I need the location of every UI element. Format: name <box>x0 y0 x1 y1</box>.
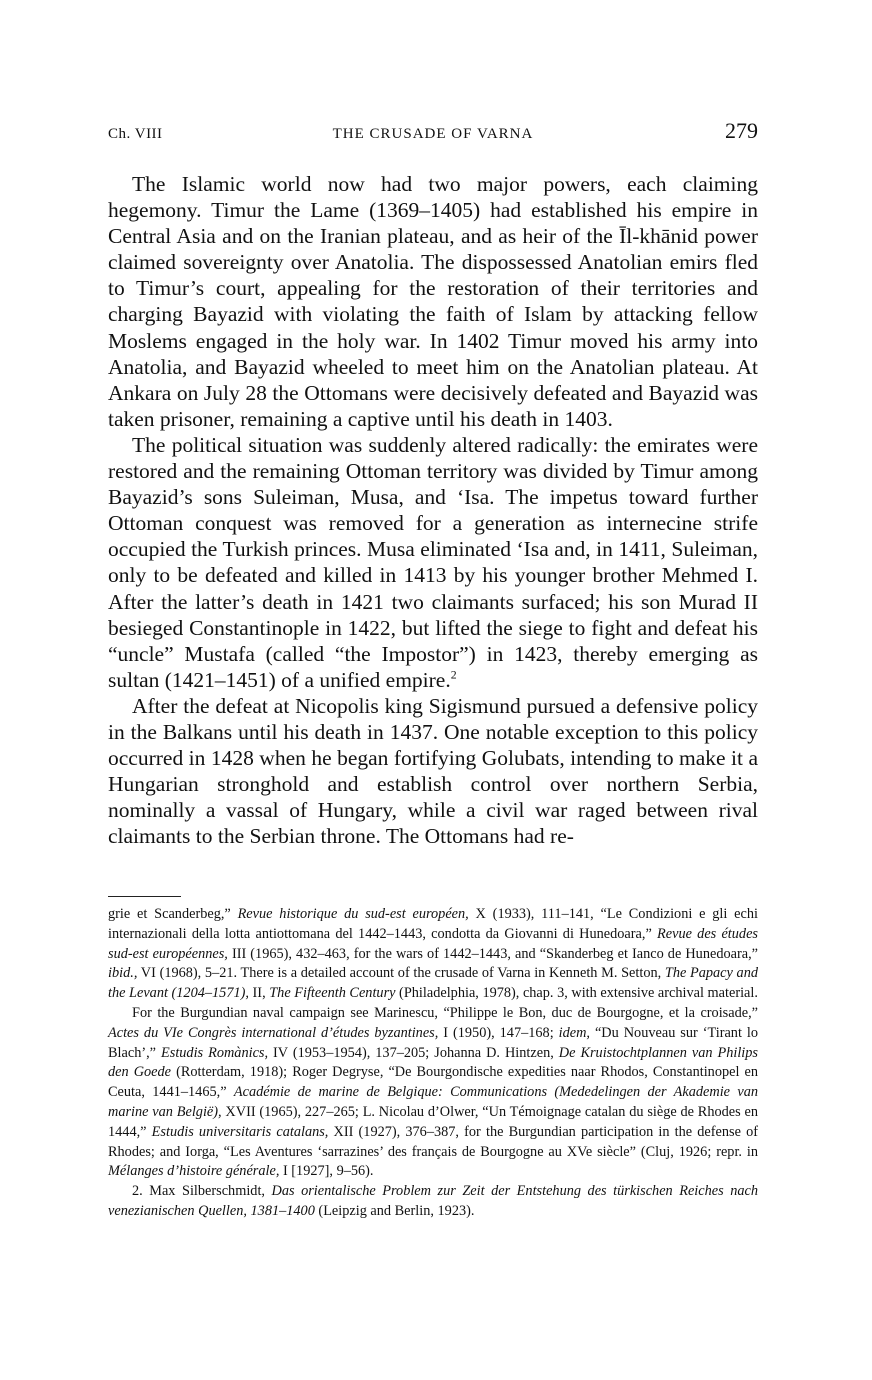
chapter-label: Ch. VIII <box>108 126 163 142</box>
footnote-run: The Fifteenth Century <box>269 985 396 1002</box>
footnote-run: III (1965), 432–463, for the wars of 1442–1443, and “Skanderbeg et Ianco de Hunedoara,” <box>227 945 758 962</box>
paragraph-2 <box>108 432 758 693</box>
footnote-run: II, <box>248 985 270 1002</box>
footnote-run: VI (1968), 5–21. There is a detailed account of the crusade of Varna in Kenneth M. Setton, <box>137 965 665 982</box>
footnote-run: XII (1927), 376–387, for the Burgundian participation in the defense of Rhodes; and Iorga, “Les Aventures ‘sarrazines’ des français de Bourgogne au XVe siècle” (Cluj, 1926; repr. in <box>108 1123 758 1160</box>
running-header <box>108 118 758 148</box>
footnote-run: X (1933), 111–141, “Le Condizioni e gli echi internazionali della lotta antiottomana del 1442–1443, condotta da Giovanni di Hunedoara,” <box>108 906 758 942</box>
footnote-run: XVII (1965), 227–265; L. Nicolau d’Olwer, “Un Témoignage catalan du siège de Rhodes en 1444,” <box>108 1103 758 1140</box>
footnote-run: IV (1953–1954), 137–205; Johanna D. Hintzen, <box>268 1044 559 1061</box>
footnote-run: Revue historique du sud-est européen, <box>237 906 469 922</box>
footnote-ref-2: 2 <box>450 667 457 682</box>
running-title: THE CRUSADE OF VARNA <box>332 126 534 142</box>
footnote-run: I [1927], 9–56). <box>279 1163 374 1180</box>
footnote-run: Académie de marine de Belgique: Communications (Mededelingen der Akademie van marine van België), <box>108 1084 759 1120</box>
footnote-divider <box>108 896 181 897</box>
footnote-run: Actes du VIe Congrès international d’études byzantines, <box>108 1024 439 1041</box>
main-text <box>108 171 758 849</box>
footnote-continuation <box>108 905 758 1004</box>
footnote-run: ibid., <box>108 965 138 982</box>
footnote-run: The Papacy and the Levant (1204–1571), <box>108 965 758 1002</box>
footnote-burgundian <box>108 1004 758 1182</box>
footnote-run: idem, <box>558 1024 590 1041</box>
footnote-run: Estudis Romànics, <box>161 1044 269 1061</box>
page-number: 279 <box>725 118 758 143</box>
footnote-run: (Rotterdam, 1918); Roger Degryse, “De Bourgondische expedities naar Rhodos, Constantinopel en Ceuta, 1441–1465,” <box>108 1064 758 1101</box>
paragraph-1: The Islamic world now had two major powers, each claiming hegemony. Timur the Lame (1369–1405) had established his empire in Central Asia and on the Iranian plateau, and as heir of the Īl-khānid power claimed sovereignty over Anatolia. The dispossessed Anatolian emirs fled to Timur’s court, appealing for the restoration of their territories and charging Bayazid with violating the faith of Islam by attacking fellow Moslems engaged in the holy war. In 1402 Timur moved his army into Anatolia, and Bayazid wheeled to meet him on the Anatolian plateau. At Ankara on July 28 the Ottomans were decisively defeated and Bayazid was taken prisoner, remaining a captive until his death in 1403. <box>108 172 758 431</box>
paragraph-2-text: The political situation was suddenly altered radically: the emirates were restored and the remaining Ottoman territory was divided by Timur among Bayazid’s sons Suleiman, Musa, and ‘Isa. The impetus toward further Ottoman conquest was removed for a generation as internecine strife occupied the Turkish princes. Musa eliminated ‘Isa and, in 1411, Suleiman, only to be defeated and killed in 1413 by his younger brother Mehmed I. After the latter’s death in 1421 two claimants surfaced; his son Murad II besieged Constantinople in 1422, but lifted the siege to fight and defeat his “uncle” Mustafa (called “the Impostor”) in 1423, thereby emerging as sultan (1421–1451) of a unified empire. <box>108 432 758 692</box>
footnote-run: (Leipzig and Berlin, 1923). <box>314 1202 475 1219</box>
footnote-run: grie et Scanderbeg,” <box>108 906 238 922</box>
footnote-run: Revue des études sud-est européennes, <box>108 925 758 962</box>
footnote-run: I (1950), 147–168; <box>438 1024 559 1041</box>
footnote-run: (Philadelphia, 1978), chap. 3, with extensive archival material. <box>395 985 758 1002</box>
footnote-run: Das orientalische Problem zur Zeit der Entstehung des türkischen Reiches nach venezianischen Quellen, 1381–1400 <box>108 1183 758 1219</box>
footnotes <box>108 905 758 1222</box>
footnote-run: Estudis universitaris catalans, <box>151 1123 329 1140</box>
footnote-run: De Kruistochtplannen van Philips den Goede <box>108 1044 758 1081</box>
paragraph-3: After the defeat at Nicopolis king Sigismund pursued a defensive policy in the Balkans until his death in 1437. One notable exception to this policy occurred in 1428 when he began fortifying Golubats, intending to make it a Hungarian stronghold and establish control over northern Serbia, nominally a vassal of Hungary, while a civil war raged between rival claimants to the Serbian throne. The Ottomans had re- <box>108 693 758 849</box>
footnote-2 <box>108 1182 758 1222</box>
footnote-run: For the Burgundian naval campaign see Marinescu, “Philippe le Bon, duc de Bourgogne, et la croisade,” <box>132 1004 758 1021</box>
footnote-run: “Du Nouveau sur ‘Tirant lo Blach’,” <box>108 1024 758 1061</box>
footnote-run: 2. Max Silberschmidt, <box>132 1183 272 1200</box>
footnote-run: Mélanges d’histoire générale, <box>108 1163 280 1180</box>
